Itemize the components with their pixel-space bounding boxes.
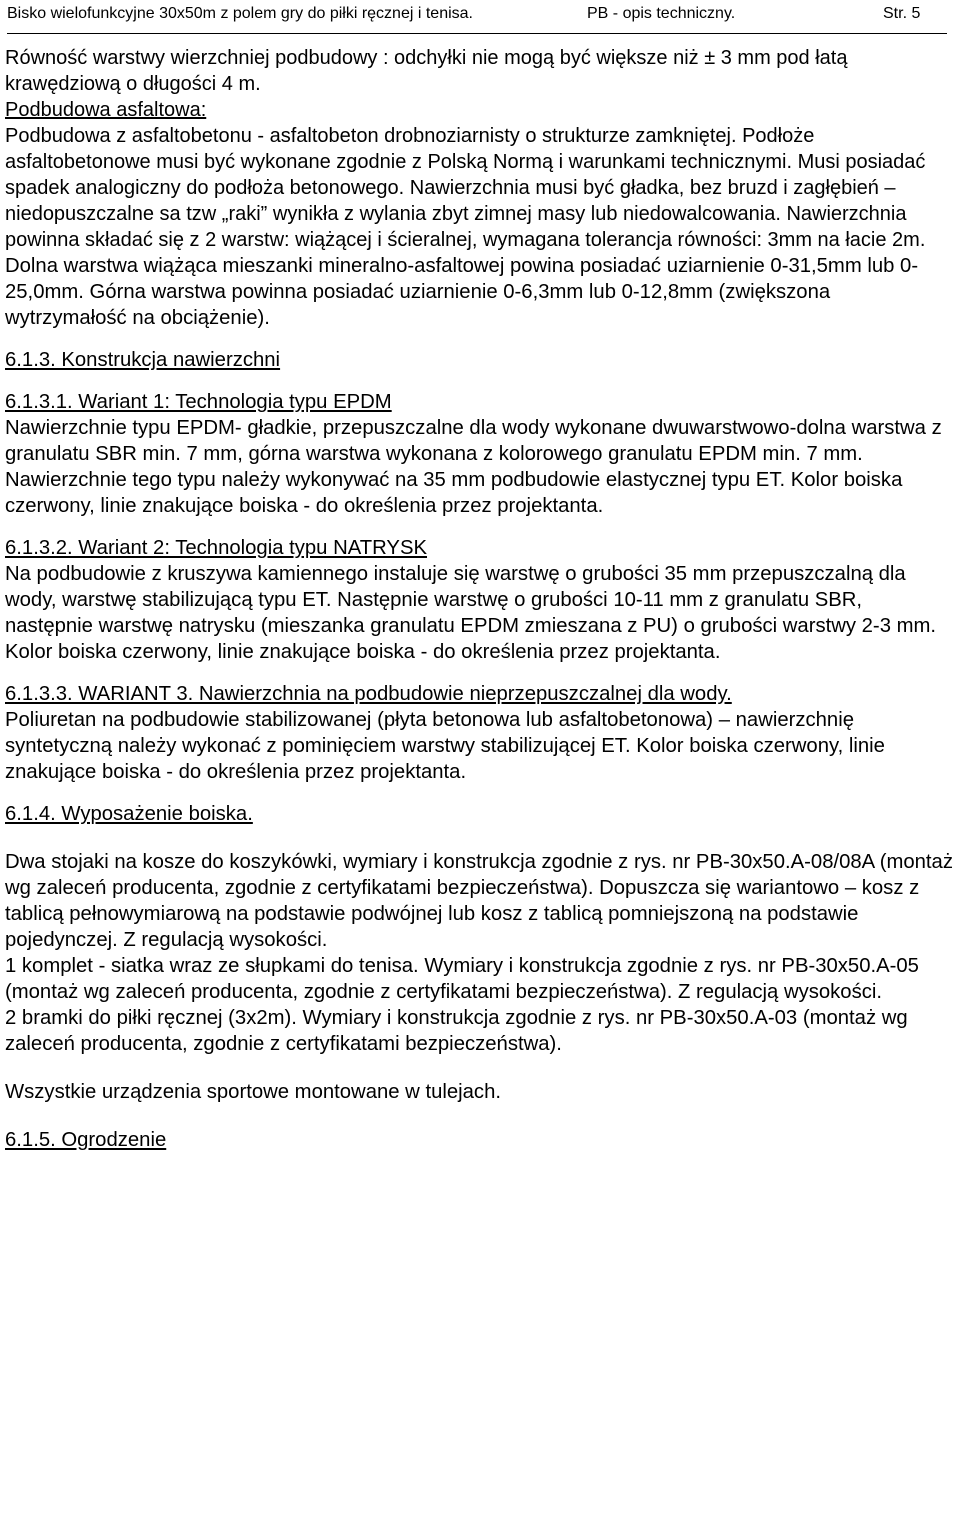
paragraph-handball: 2 bramki do piłki ręcznej (3x2m). Wymiary i konstrukcja zgodnie z rys. nr PB-30x50.A-03 (montaż wg zaleceń producenta, zgodnie z certyfikatami bezpieczeństwa). bbox=[5, 1007, 908, 1055]
section-heading-6-1-5: 6.1.5. Ogrodzenie bbox=[5, 1129, 167, 1151]
page-number: Str. 5 bbox=[883, 5, 921, 22]
heading-asphalt-base: Podbudowa asfaltowa: bbox=[5, 99, 207, 121]
document-title: Bisko wielofunkcyjne 30x50m z polem gry do piłki ręcznej i tenisa. bbox=[7, 5, 473, 22]
paragraph-polyurethane: Poliuretan na podbudowie stabilizowanej (płyta betonowa lub asfaltobetonowa) – nawierzchnię syntetyczną należy wykonać z pominięciem warstwy stabilizującej ET. Kolor boiska czerwony, linie znakujące boiska - do określenia przez projektanta. bbox=[5, 709, 885, 783]
section-heading-6-1-3-2: 6.1.3.2. Wariant 2: Technologia typu NATRYSK bbox=[5, 537, 428, 559]
document-body bbox=[5, 45, 955, 1153]
paragraph-basketball: Dwa stojaki na kosze do koszykówki, wymiary i konstrukcja zgodnie z rys. nr PB-30x50.A-08/08A (montaż wg zaleceń producenta, zgodnie z certyfikatami bezpieczeństwa). Dopuszcza się wariantowo – kosz z tablicą pełnowymiarową na podstawie podwójnej lub kosz z tablicą pomniejszoną na podstawie pojedynczej. Z regulacją wysokości. bbox=[5, 851, 953, 951]
section-heading-6-1-4: 6.1.4. Wyposażenie boiska. bbox=[5, 803, 253, 825]
paragraph-tennis: 1 komplet - siatka wraz ze słupkami do tenisa. Wymiary i konstrukcja zgodnie z rys. nr PB-30x50.A-05 (montaż wg zaleceń producenta, zgodnie z certyfikatami bezpieczeństwa). Z regulacją wysokości. bbox=[5, 955, 919, 1003]
paragraph-asphalt-layers: Dolna warstwa wiążąca mieszanki mineralno-asfaltowej powina posiadać uziarnienie 0-31,5mm lub 0-25,0mm. Górna warstwa powinna posiadać uziarnienie 0-6,3mm lub 0-12,8mm (zwiększona wytrzymałość na obciążenie). bbox=[5, 255, 919, 329]
document-type: PB - opis techniczny. bbox=[587, 5, 736, 22]
section-heading-6-1-3-3: 6.1.3.3. WARIANT 3. Nawierzchnia na podbudowie nieprzepuszczalnej dla wody. bbox=[5, 683, 732, 705]
paragraph-sleeves: Wszystkie urządzenia sportowe montowane w tulejach. bbox=[5, 1081, 501, 1103]
page-header bbox=[7, 3, 947, 34]
section-heading-6-1-3-1: 6.1.3.1. Wariant 1: Technologia typu EPDM bbox=[5, 391, 392, 413]
paragraph-epdm: Nawierzchnie typu EPDM- gładkie, przepuszczalne dla wody wykonane dwuwarstwowo-dolna warstwa z granulatu SBR min. 7 mm, górna warstwa wykonana z kolorowego granulatu EPDM min. 7 mm. Nawierzchnie tego typu należy wykonywać na 35 mm podbudowie elastycznej typu ET. Kolor boiska czerwony, linie znakujące boiska - do określenia przez projektanta. bbox=[5, 417, 942, 517]
paragraph-surface-evenness: Równość warstwy wierzchniej podbudowy : odchyłki nie mogą być większe niż ± 3 mm pod łatą krawędziową o długości 4 m. bbox=[5, 47, 848, 95]
paragraph-spray: Na podbudowie z kruszywa kamiennego instaluje się warstwę o grubości 35 mm przepuszczalną dla wody, warstwę stabilizującą typu ET. Następnie warstwę o grubości 10-11 mm z granulatu SBR, następnie warstwę natrysku (mieszanka granulatu EPDM zmieszana z PU) o grubości warstwy 2-3 mm. Kolor boiska czerwony, linie znakujące boiska - do określenia przez projektanta. bbox=[5, 563, 937, 663]
section-heading-6-1-3: 6.1.3. Konstrukcja nawierzchni bbox=[5, 349, 281, 371]
paragraph-asphalt-base: Podbudowa z asfaltobetonu - asfaltobeton drobnoziarnisty o strukturze zamkniętej. Podłoże asfaltobetonowe musi być wykonane zgodnie z Polską Normą i warunkami technicznymi. Musi posiadać spadek analogiczny do podłoża betonowego. Nawierzchnia musi być gładka, bez bruzd i zagłębień – niedopuszczalne sa tzw „raki” wynikła z wylania zbyt zimnej masy lub niedowalcowania. Nawierzchnia powinna składać się z 2 warstw: wiążącej i ścieralnej, wymagana tolerancja równości: 3mm na łacie 2m. bbox=[5, 125, 926, 251]
